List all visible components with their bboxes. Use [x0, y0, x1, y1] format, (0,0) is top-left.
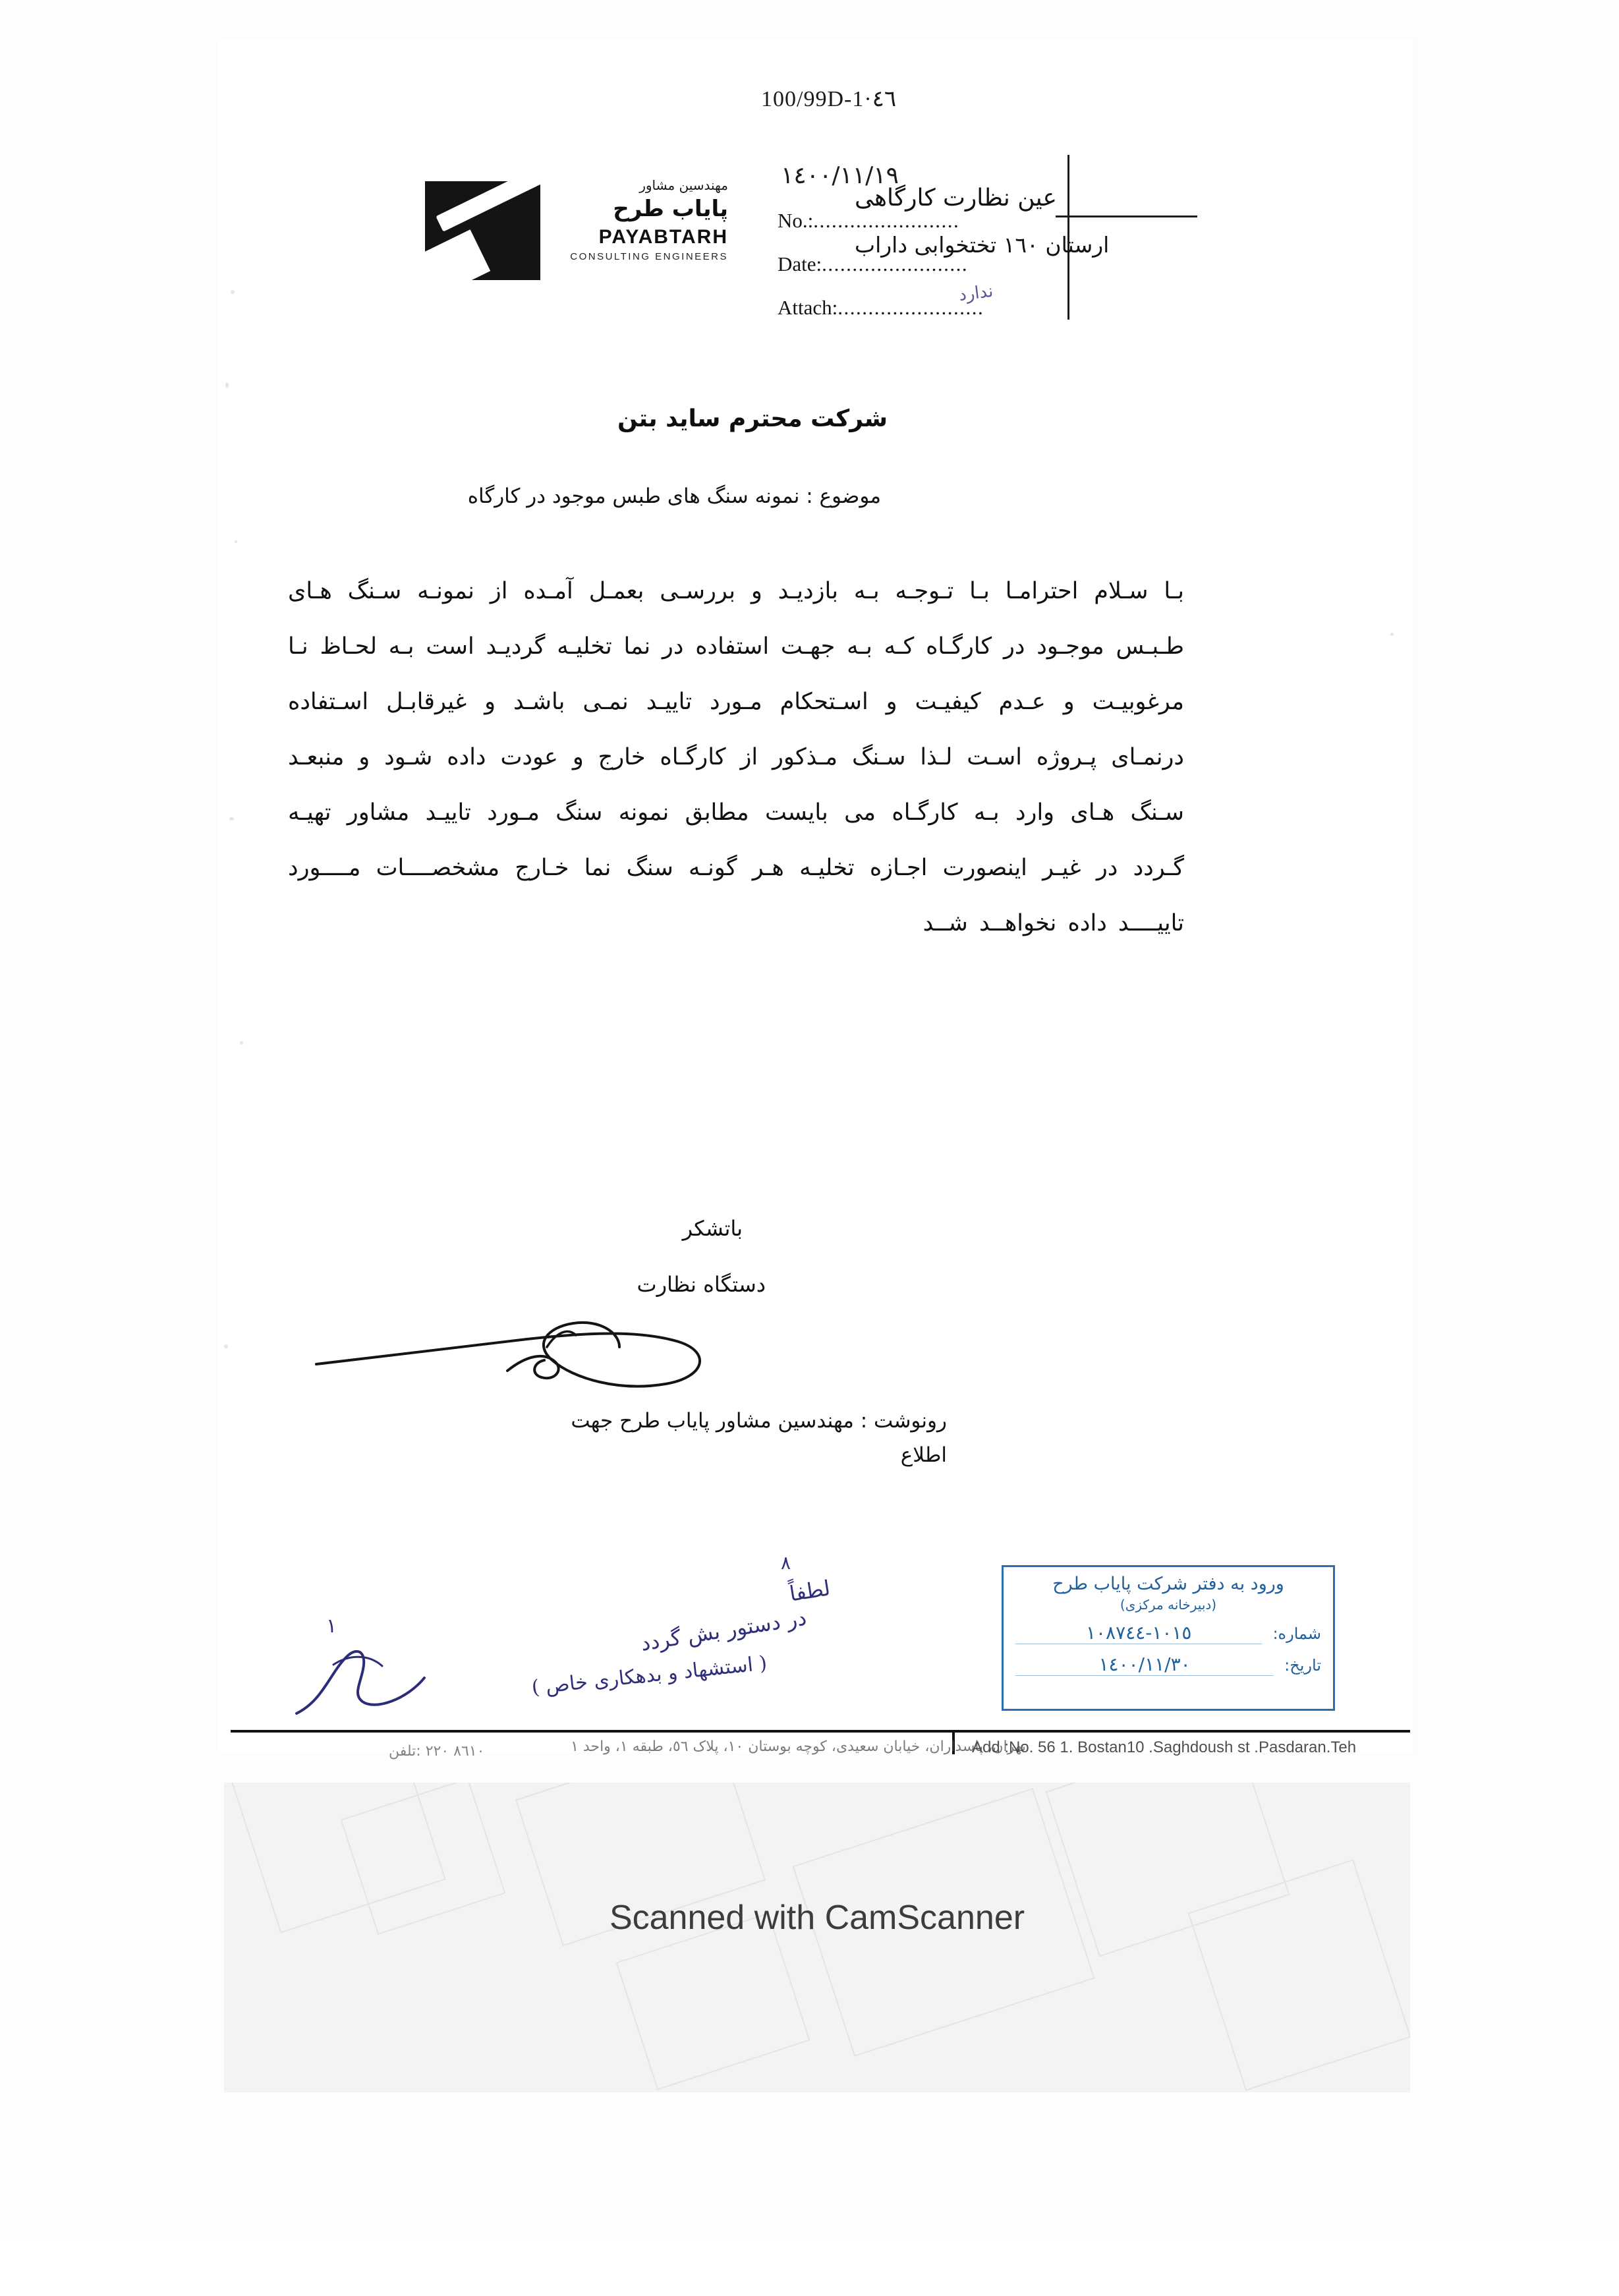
stamp-number-row	[1015, 1622, 1321, 1644]
handwritten-note-line3: ( استشهاد و بدهکاری خاص )	[530, 1651, 768, 1700]
stamp-number-label: شماره:	[1272, 1624, 1321, 1643]
stamp-number-value: ١٠١٥-١٠٨٧٤٤	[1015, 1622, 1262, 1644]
page-bottom-margin	[0, 2241, 1619, 2296]
handwritten-number: ١	[326, 1615, 337, 1638]
meta-date-label: Date:	[778, 252, 822, 275]
scan-speckle	[224, 1344, 228, 1348]
company-en-subtitle: CONSULTING ENGINEERS	[570, 251, 728, 262]
meta-attach-dots: ........................	[838, 296, 984, 319]
scan-speckle	[229, 817, 234, 820]
scan-speckle	[240, 1041, 243, 1045]
company-fa-small: مهندسین مشاور	[639, 177, 728, 193]
subject-line: موضوع : نمونه سنگ های طبس موجود در کارگاه	[467, 484, 881, 508]
letter-body	[288, 563, 1184, 951]
closing-thanks: باتشکر	[682, 1216, 743, 1241]
camscanner-band	[224, 1783, 1410, 2092]
meta-attach-row	[778, 296, 984, 320]
footer-phone: ٨٦١٠ ٢٢٠ :تلفن	[389, 1743, 485, 1760]
meta-date-dots: ........................	[822, 252, 969, 275]
scan-speckle	[235, 540, 237, 543]
stamp-subtitle: (دبیرخانه مرکزی)	[1120, 1597, 1217, 1613]
handwritten-note	[488, 1575, 832, 1704]
footer-address-fa: تهران، پاسداران، خیابان سعیدی، کوچه بوستان ١٠، پلاک ٥٦، طبقه ١، واحد ١	[571, 1738, 1026, 1755]
stamp-date-row	[1015, 1653, 1321, 1676]
cc-line1: رونوشت : مهندسین مشاور پایاب طرح جهت	[571, 1409, 947, 1433]
camscanner-watermark: Scanned with CamScanner	[609, 1899, 1025, 1937]
letter-body-paragraph: بـا سـلام احترامـا بـا تـوجـه بـه بازدیـد و بررسـی بعمـل آمـده از نمونـه سـنگ هـای طـبـس موجـود در کارگـاه کـه بـه جهـت استفاده در نما تخلیـه گردیـد است بـه لحـاظ نـا مرغوبیـت و عـدم کیفیـت و اسـتحکام مـورد تاییـد نمـی باشـد و غیرقابـل اسـتفاده درنمـای پـروژه اسـت لـذا سـنگ مـذکور از کارگـاه خارج و عودت داده شـود و منبعـد سـنگ هـای وارد بـه کارگـاه می بایست مطابق نمونه سنگ مـورد تاییـد مشاور تهیـه گـردد در غیـر اینصورت اجـازه تخلیـه هـر گونـه سنگ نما خـارج مشخصــــات مــــورد تاییــــد داده نخواهــد شــد	[288, 578, 1184, 936]
registration-stamp	[1002, 1565, 1335, 1711]
secondary-signature-scribble	[283, 1628, 448, 1733]
cc-line2: اطلاع	[900, 1443, 947, 1467]
company-en-name: PAYABTARH	[598, 226, 728, 248]
company-fa-name: پایاب طرح	[613, 196, 728, 222]
handwritten-date: ١٤٠٠/١١/١٩	[781, 162, 899, 189]
meta-attach-label: Attach:	[778, 296, 838, 319]
scan-speckle	[231, 290, 235, 294]
scan-speckle	[225, 382, 229, 388]
project-header-line1: عین نظارت کارگاهی	[855, 185, 1058, 212]
document-number: 100/99D-1·٤٦	[761, 87, 897, 111]
project-header	[855, 185, 1197, 258]
project-header-line2: ارستان ١٦٠ تختخوابی داراب	[855, 232, 1110, 258]
stamp-date-label: تاریخ:	[1284, 1656, 1321, 1675]
stamp-date-value: ١٤٠٠/١١/٣٠	[1015, 1653, 1274, 1676]
payabtarh-logo-icon	[425, 181, 540, 280]
handwritten-attach: ندارد	[957, 281, 994, 306]
letterhead-logo	[425, 175, 731, 306]
stamp-title: ورود به دفتر شرکت پایاب طرح	[1052, 1574, 1284, 1594]
cc-block	[571, 1404, 947, 1472]
meta-no-label: No.:	[778, 209, 814, 232]
handwritten-note-line1: لطفاً	[787, 1575, 832, 1607]
footer-divider-rule	[231, 1730, 1410, 1733]
sketch-shape	[615, 1912, 810, 2090]
letterhead-text	[550, 177, 728, 262]
scan-speckle	[1390, 633, 1394, 636]
handwritten-note-line2: در دستور بش گردد	[639, 1605, 809, 1656]
project-header-underline	[1056, 215, 1197, 217]
closing-signer: دستگاه نظارت	[637, 1272, 766, 1297]
footer-address-en: Add :No. 56 1. Bostan10 .Saghdoush st .Pasdaran.Teh	[972, 1738, 1357, 1756]
meta-no-dots: ........................	[813, 209, 960, 232]
addressee-line: شرکت محترم ساید بتن	[617, 405, 888, 432]
handwritten-mark: ٨	[781, 1552, 791, 1574]
